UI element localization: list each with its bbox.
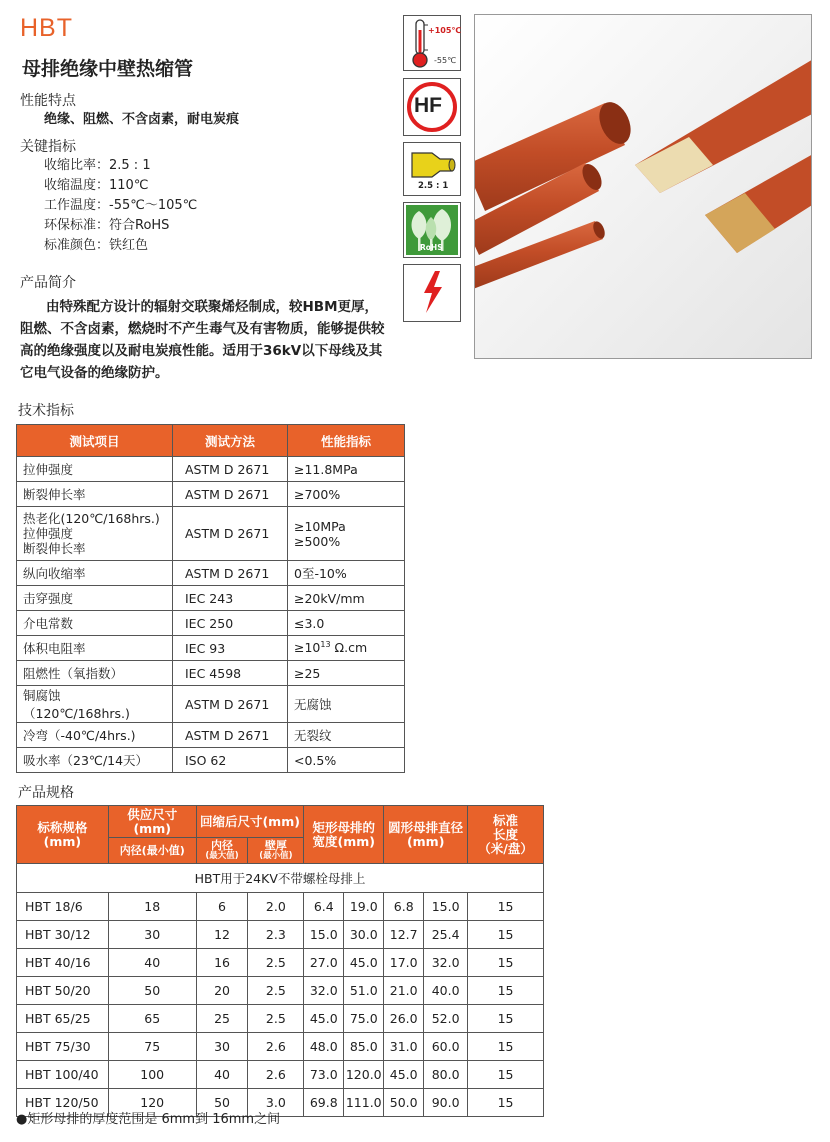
shrink-ratio-icon [403,142,461,196]
cell-spec-value: 100 [108,1061,196,1089]
cell-spec-value: 120.0 [344,1061,384,1089]
cell-spec-value: 45.0 [344,949,384,977]
supply-label: 供应尺寸 [127,806,178,822]
cell-item: 拉伸强度 [17,457,173,482]
col-supply-id: 内径(最小值) [108,838,196,864]
cell-method: ASTM D 2671 [173,507,288,561]
heat-aging-label: 热老化(120℃/168hrs.) [23,511,160,526]
cell-method: ASTM D 2671 [173,686,288,723]
indicator-color: 标准颜色：铁红色 [44,238,149,253]
cell-spec-value: 48.0 [304,1033,344,1061]
rect-label-2: 宽度(mm) [312,833,375,849]
product-subtitle: 母排绝缘中壁热缩管 [22,58,194,80]
cell-spec-value: 26.0 [384,1005,424,1033]
col-supply [108,806,196,838]
heat-aging-value2: ≥500% [294,533,341,549]
cell-spec-value: 75 [108,1033,196,1061]
footnote: ●矩形母排的厚度范围是 6mm到 16mm之间 [16,1112,281,1127]
cell-item: 铜腐蚀（120℃/168hrs.) [17,686,173,723]
group-label: HBT用于24KV不带螺栓母排上 [17,864,544,893]
table-row [17,686,405,723]
round-unit: (mm) [406,833,445,849]
indicator-ratio: 收缩比率：2.5 : 1 [44,158,151,173]
table-row [17,457,405,482]
cell-value: ≥20kV/mm [288,586,405,611]
table-row [17,1005,544,1033]
cell-spec-value: 75.0 [344,1005,384,1033]
heat-aging-sub-elongation: 断裂伸长率 [23,541,86,556]
cell-spec-value: 111.0 [344,1089,384,1117]
cell-spec-value: 15.0 [424,893,468,921]
cell-spec-value: 25.4 [424,921,468,949]
cell-spec-name: HBT 18/6 [17,893,109,921]
cell-value: <0.5% [288,748,405,773]
cell-spec-value: 90.0 [424,1089,468,1117]
cell-spec-value: 16 [196,949,248,977]
cell-item: 断裂伸长率 [17,482,173,507]
cell-spec-value: 2.5 [248,977,304,1005]
cell-spec-value: 12.7 [384,921,424,949]
cell-value: ≥11.8MPa [288,457,405,482]
cell-spec-name: HBT 40/16 [17,949,109,977]
cell-spec-value: 60.0 [424,1033,468,1061]
cell-spec-value: 69.8 [304,1089,344,1117]
cell-method: ASTM D 2671 [173,561,288,586]
col-rec-id [196,838,248,864]
table-row [17,977,544,1005]
resistivity-exponent: 13 [320,640,331,650]
table-row [17,921,544,949]
table-row [17,893,544,921]
cell-method: ASTM D 2671 [173,482,288,507]
table-row [17,636,405,661]
cell-item [17,507,173,561]
cell-spec-value: 120 [108,1089,196,1117]
rect-label: 矩形母排的 [312,819,376,835]
length-label: 标准 [493,812,519,828]
cell-spec-value: 15 [468,977,544,1005]
cell-spec-name: HBT 100/40 [17,1061,109,1089]
table-row [17,723,405,748]
cell-item: 吸水率（23℃/14天） [17,748,173,773]
length-label-2: 长度 [493,826,519,842]
cell-spec-value: 2.6 [248,1061,304,1089]
cell-spec-value: 51.0 [344,977,384,1005]
cell-method: ASTM D 2671 [173,723,288,748]
cell-spec-value: 31.0 [384,1033,424,1061]
cell-spec-value: 6 [196,893,248,921]
resistivity-base: ≥10 [294,640,321,656]
cell-value [288,507,405,561]
product-spec-table [16,805,544,1117]
length-unit: （米/盘） [478,840,533,856]
cell-spec-value: 15 [468,921,544,949]
cell-method: ISO 62 [173,748,288,773]
col-length [468,806,544,864]
col-rect-busbar [304,806,384,864]
cell-item: 介电常数 [17,611,173,636]
cell-spec-value: 80.0 [424,1061,468,1089]
cell-value: ≤3.0 [288,611,405,636]
cell-spec-value: 15 [468,1033,544,1061]
cell-spec-value: 45.0 [384,1061,424,1089]
indicator-shrink-temp: 收缩温度：110℃ [44,178,149,193]
cell-value [288,636,405,661]
col-performance: 性能指标 [288,425,405,457]
cell-spec-value: 6.4 [304,893,344,921]
rohs-label: RoHS [420,243,443,252]
rohs-tree-icon [403,202,461,258]
resistivity-unit: Ω.cm [330,640,368,656]
intro-heading: 产品简介 [20,275,76,291]
group-row [17,864,544,893]
cell-item: 纵向收缩率 [17,561,173,586]
heat-aging-value1: ≥10MPa [294,518,346,534]
cell-method: IEC 243 [173,586,288,611]
temp-low-label: -55℃ [434,56,457,65]
cell-value: ≥25 [288,661,405,686]
cell-method: ASTM D 2671 [173,457,288,482]
cell-spec-value: 2.6 [248,1033,304,1061]
col-round-busbar [384,806,468,864]
temp-high-label: +105℃ [428,26,462,35]
indicator-env: 环保标准：符合RoHS [44,218,170,233]
cell-spec-name: HBT 50/20 [17,977,109,1005]
hf-label: HF [414,94,442,117]
product-photo [474,14,812,359]
intro-body: 由特殊配方设计的辐射交联聚烯烃制成，较HBM更厚，阻燃、不含卤素，燃烧时不产生毒气及有害物质，能够提供较高的绝缘强度以及耐电炭痕性能。适用于36kV以下母线及其它电气设备的绝缘防护。 [20,299,385,381]
nominal-label: 标称规格 [37,819,88,835]
table-row [17,507,405,561]
cell-spec-value: 2.0 [248,893,304,921]
cell-spec-name: HBT 65/25 [17,1005,109,1033]
features-heading: 性能特点 [20,93,76,109]
cell-spec-value: 50 [108,977,196,1005]
col-recovered: 回缩后尺寸(mm) [196,806,304,838]
rec-id-label: 内径 [211,838,234,852]
brand-title: HBT [20,14,73,42]
ratio-label: 2.5 : 1 [418,181,449,191]
halogen-free-icon [403,78,461,136]
cell-spec-value: 15.0 [304,921,344,949]
table-row [17,561,405,586]
cell-method: IEC 250 [173,611,288,636]
table-row [17,1033,544,1061]
cell-spec-value: 2.3 [248,921,304,949]
cell-spec-value: 32.0 [424,949,468,977]
cell-spec-value: 30 [108,921,196,949]
key-indicators-list [44,156,197,256]
supply-unit: (mm) [133,820,171,836]
cell-value: 无裂纹 [288,723,405,748]
cell-item: 阻燃性（氧指数） [17,661,173,686]
cell-spec-value: 15 [468,1005,544,1033]
cell-spec-value: 65 [108,1005,196,1033]
heat-aging-sub-tensile: 拉伸强度 [23,526,74,541]
cell-spec-value: 12 [196,921,248,949]
spec-header-row-1 [17,806,544,838]
tech-header-row [17,425,405,457]
high-voltage-icon [403,264,461,322]
cell-item: 冷弯（-40℃/4hrs.) [17,723,173,748]
cell-spec-value: 50.0 [384,1089,424,1117]
cell-spec-value: 30 [196,1033,248,1061]
table-row [17,611,405,636]
cell-value: 无腐蚀 [288,686,405,723]
table-row [17,949,544,977]
table-row [17,482,405,507]
cell-spec-value: 19.0 [344,893,384,921]
cell-spec-value: 6.8 [384,893,424,921]
key-indicators-heading: 关键指标 [20,139,76,155]
nominal-unit: (mm) [43,833,82,849]
cell-method: IEC 93 [173,636,288,661]
cell-spec-value: 18 [108,893,196,921]
tech-heading: 技术指标 [18,403,74,419]
cell-spec-value: 20 [196,977,248,1005]
cell-spec-name: HBT 75/30 [17,1033,109,1061]
cell-spec-value: 32.0 [304,977,344,1005]
table-row [17,661,405,686]
cell-spec-name: HBT 120/50 [17,1089,109,1117]
cell-item: 击穿强度 [17,586,173,611]
col-test-method: 测试方法 [173,425,288,457]
table-row [17,748,405,773]
cell-spec-value: 52.0 [424,1005,468,1033]
col-test-item: 测试项目 [17,425,173,457]
cell-spec-value: 73.0 [304,1061,344,1089]
cell-spec-value: 15 [468,949,544,977]
round-label: 圆形母排直径 [388,819,464,835]
cell-spec-value: 40.0 [424,977,468,1005]
spec-heading: 产品规格 [18,785,74,801]
col-nominal [17,806,109,864]
cell-spec-value: 27.0 [304,949,344,977]
cell-spec-value: 40 [108,949,196,977]
cell-spec-value: 15 [468,1061,544,1089]
cell-item: 体积电阻率 [17,636,173,661]
intro-text [20,296,385,384]
cell-spec-value: 3.0 [248,1089,304,1117]
cell-spec-name: HBT 30/12 [17,921,109,949]
table-row [17,586,405,611]
cell-spec-value: 2.5 [248,1005,304,1033]
cell-spec-value: 50 [196,1089,248,1117]
cell-value: ≥700% [288,482,405,507]
cell-spec-value: 2.5 [248,949,304,977]
indicator-work-temp: 工作温度：-55℃～105℃ [44,198,198,213]
cell-value: 0至-10% [288,561,405,586]
features-text: 绝缘、阻燃、不含卤素，耐电炭痕 [44,112,240,127]
cell-spec-value: 45.0 [304,1005,344,1033]
cell-spec-value: 40 [196,1061,248,1089]
cell-spec-value: 30.0 [344,921,384,949]
cell-method: IEC 4598 [173,661,288,686]
rec-wall-label: 壁厚 [264,838,287,852]
cell-spec-value: 85.0 [344,1033,384,1061]
cell-spec-value: 15 [468,893,544,921]
col-rec-wall [248,838,304,864]
rec-wall-sub: (最小值) [259,850,293,861]
cell-spec-value: 15 [468,1089,544,1117]
rec-id-sub: (最大值) [205,850,239,861]
tech-spec-table [16,424,405,773]
table-row [17,1061,544,1089]
cell-spec-value: 21.0 [384,977,424,1005]
cell-spec-value: 17.0 [384,949,424,977]
spec-body [17,893,544,1117]
cell-spec-value: 25 [196,1005,248,1033]
thermometer-icon [403,15,461,71]
